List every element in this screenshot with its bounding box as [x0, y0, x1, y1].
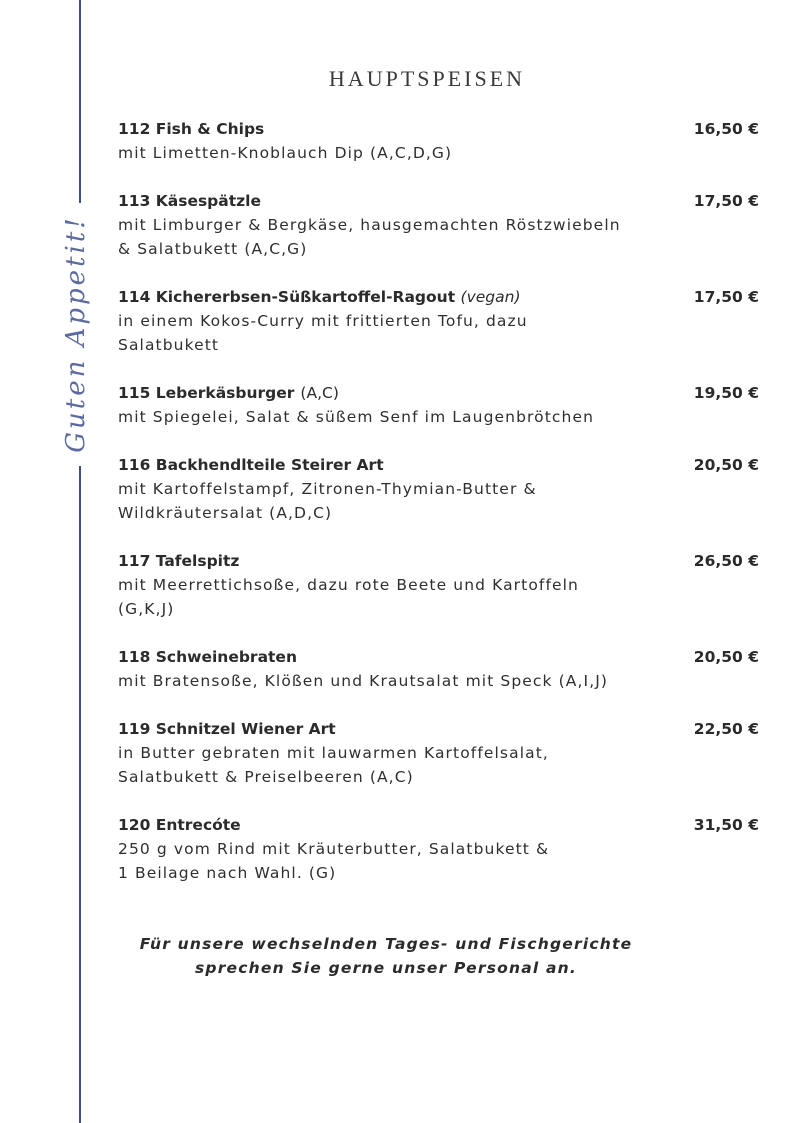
menu-item	[118, 381, 763, 429]
allergen-codes: (A,C)	[300, 384, 339, 402]
menu-item-price: 26,50 €	[693, 552, 759, 570]
menu-item	[118, 117, 763, 165]
menu-item	[118, 645, 763, 693]
menu-item	[118, 717, 763, 789]
vegan-tag: (vegan)	[460, 288, 521, 306]
menu-item-description: mit Limetten-Knoblauch Dip (A,C,D,G)	[118, 144, 453, 162]
menu-item-name: 120 Entrecóte	[118, 816, 241, 834]
menu-item-name: 115 Leberkäsburger (A,C)	[118, 384, 339, 402]
menu-item-name: 116 Backhendlteile Steirer Art	[118, 456, 384, 474]
menu-item-name: 118 Schweinebraten	[118, 648, 297, 666]
side-line-top	[79, 0, 81, 203]
footer-note: Für unsere wechselnden Tages- und Fischgerichte sprechen Sie gerne unser Personal an.	[139, 935, 633, 977]
menu-item-name: 117 Tafelspitz	[118, 552, 240, 570]
menu-item	[118, 813, 763, 885]
menu-item-name: 112 Fish & Chips	[118, 120, 265, 138]
page-title: HAUPTSPEISEN	[328, 66, 526, 91]
menu-item-price: 22,50 €	[693, 720, 759, 738]
menu-item-price: 20,50 €	[693, 456, 759, 474]
menu-item-price: 19,50 €	[693, 384, 759, 402]
menu-item	[118, 549, 763, 621]
menu-item-name: 114 Kichererbsen-Süßkartoffel-Ragout (vegan)	[118, 288, 521, 306]
side-line-bottom	[79, 466, 81, 1123]
menu-item-description: in einem Kokos-Curry mit frittierten Tofu, dazu Salatbukett	[118, 312, 528, 354]
menu-item-price: 16,50 €	[693, 120, 759, 138]
menu-item-price: 17,50 €	[693, 288, 759, 306]
menu-item-name: 113 Käsespätzle	[118, 192, 261, 210]
menu-item-description: in Butter gebraten mit lauwarmen Kartoffelsalat, Salatbukett & Preiselbeeren (A,C)	[118, 744, 549, 786]
menu-item-price: 17,50 €	[693, 192, 759, 210]
menu-item-price: 20,50 €	[693, 648, 759, 666]
menu-item-price: 31,50 €	[693, 816, 759, 834]
menu-item-description: mit Limburger & Bergkäse, hausgemachten Röstzwiebeln & Salatbukett (A,C,G)	[118, 216, 621, 258]
menu-item	[118, 285, 763, 357]
menu-item	[118, 189, 763, 261]
menu-item-description: mit Kartoffelstampf, Zitronen-Thymian-Butter & Wildkräutersalat (A,D,C)	[118, 480, 537, 522]
menu-item-description: mit Meerrettichsoße, dazu rote Beete und Kartoffeln (G,K,J)	[118, 576, 579, 618]
menu-item-description: mit Spiegelei, Salat & süßem Senf im Laugenbrötchen	[118, 408, 594, 426]
menu-item-name: 119 Schnitzel Wiener Art	[118, 720, 336, 738]
menu-item-description: mit Bratensoße, Klößen und Krautsalat mit Speck (A,I,J)	[118, 672, 609, 690]
menu-item-description: 250 g vom Rind mit Kräuterbutter, Salatbukett & 1 Beilage nach Wahl. (G)	[118, 840, 550, 882]
side-script-text: Guten Appetit!	[61, 215, 91, 453]
menu-item	[118, 453, 763, 525]
